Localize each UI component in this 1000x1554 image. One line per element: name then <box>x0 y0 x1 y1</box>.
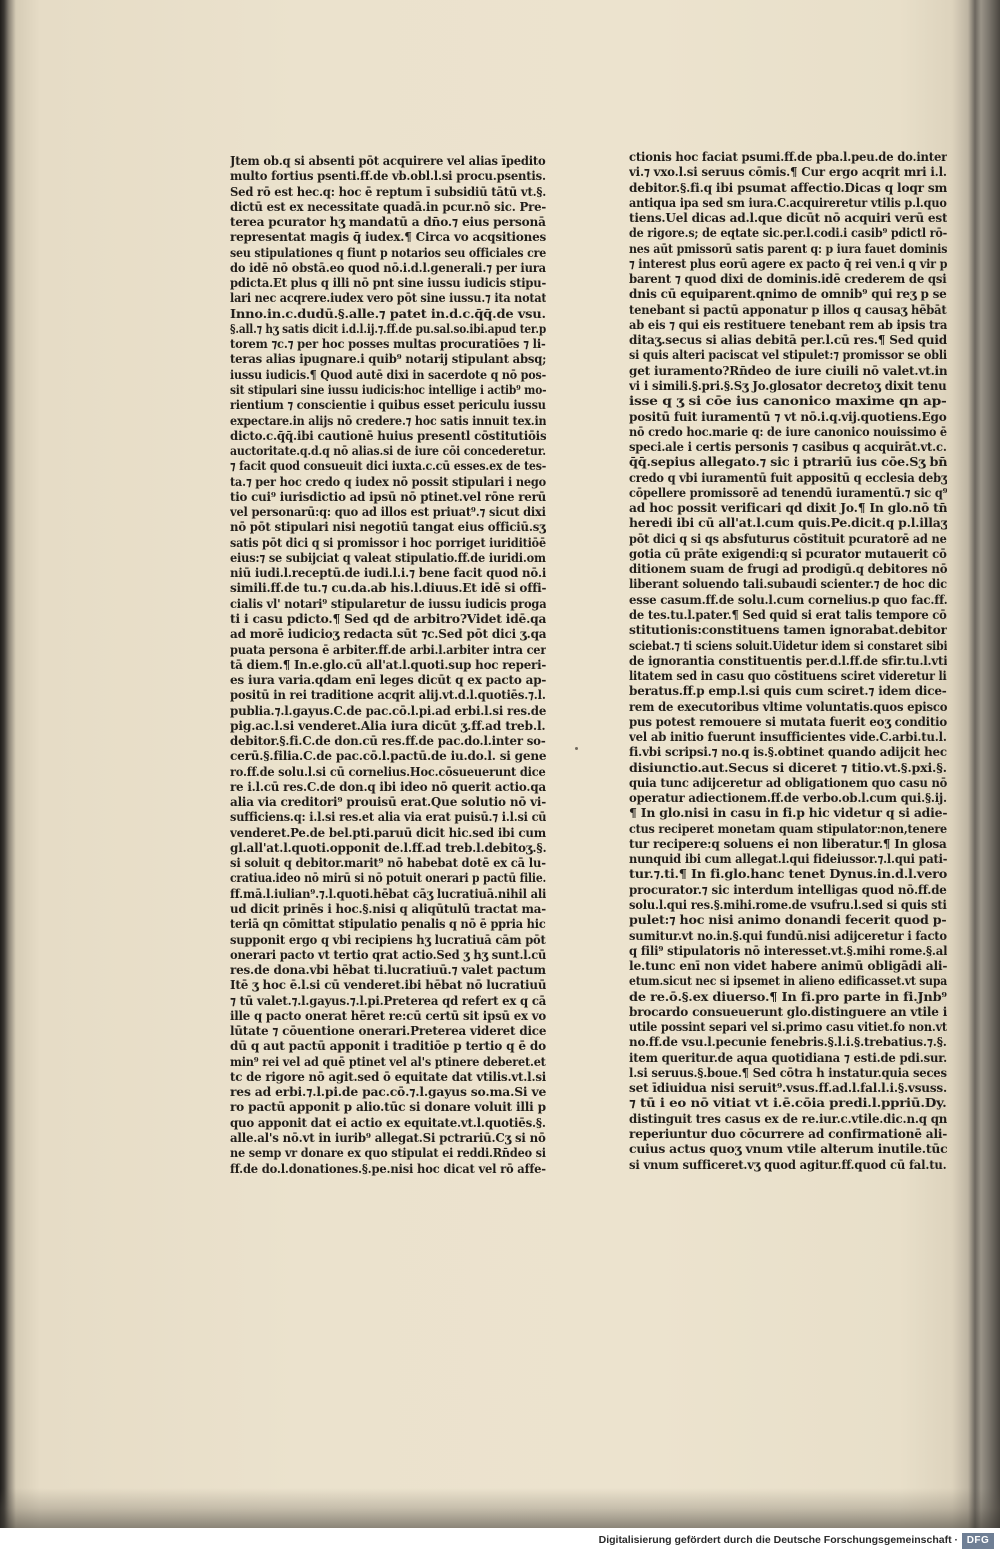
text-line: cratiua.ideo nō mirū si nō potuit onerari p pactū filie. <box>230 871 546 886</box>
text-line: ff.de do.l.donationes.§.pe.nisi hoc dicat vel rō affe- <box>230 1161 546 1176</box>
dfg-logo: DFG <box>962 1533 994 1549</box>
text-line: ille q pacto onerat hēret re:cū certū sit ipsū ex vo <box>230 1008 546 1023</box>
text-line: min⁹ rei vel ad quē ptinet vel al's ptinere deberet.et <box>230 1054 546 1069</box>
text-line: ti i casu pdicto.¶ Sed qd de arbitro?Videt idē.qa <box>230 611 546 626</box>
text-line: auctoritate.q.d.q nō alias.si de iure cōi concederetur. <box>230 444 546 459</box>
text-line: heredi ibi cū all'at.l.cum quis.Pe.dicit.q p.l.illaʒ <box>629 516 947 531</box>
text-line: de ignorantia constituentis per.d.l.ff.de sfir.tu.l.vti <box>629 653 947 668</box>
text-line: ff.mā.l.iulian⁹.⁊.l.quoti.hēbat cāʒ lucratiuā.nihil ali <box>230 886 546 901</box>
text-line: set īdiuidua nisi seruit⁹.vsus.ff.ad.l.fal.l.i.§.vsuss. <box>629 1081 947 1096</box>
text-line: pdicta.Et plus q illi nō pnt sine iussu iudicis stipu- <box>230 276 546 291</box>
text-line: litatem sed in casu quo cōstituens sciret videretur li <box>629 669 947 684</box>
text-line: isse q ʒ si cōe ius canonico maxime qn ap- <box>629 394 947 409</box>
text-line: pig.ac.l.si venderet.Alia iura dicūt ʒ.ff.ad treb.l. <box>230 718 546 733</box>
text-line: representat magis q̄ iudex.¶ Circa vo acqsitiones <box>230 230 546 245</box>
text-line: supponit ergo q vbi recipiens hʒ lucratiuā cām pōt <box>230 932 546 947</box>
text-line: stitutionis:constituens tamen ignorabat.debitor <box>629 623 947 638</box>
text-line: get iuramento?Rn̄deo de iure ciuili nō valet.vt.in <box>629 363 947 378</box>
text-line: q fili⁹ stipulatoris nō interesset.vt.§.mihi rome.§.al <box>629 943 947 958</box>
text-line: si vnum sufficeret.vʒ quod agitur.ff.quod cū fal.tu. <box>629 1157 947 1172</box>
text-line: dū q aut pactū apponit i traditiōe p tertio q ē do <box>230 1039 546 1054</box>
text-line: item queritur.de aqua quotidiana ⁊ esti.de pdi.sur. <box>629 1050 947 1065</box>
text-line: rem de executoribus vltime voluntatis.quos episco <box>629 699 947 714</box>
text-line: iussu iudicis.¶ Quod autē dixi in sacerdote q nō pos- <box>230 367 546 382</box>
text-line: pus potest remouere si mutata fuerit eoʒ conditio <box>629 714 947 729</box>
text-line: expectare.in alijs nō credere.⁊ hoc satis innuit tex.in <box>230 413 546 428</box>
text-line: tur.⁊.ti.¶ In fi.glo.hanc tenet Dynus.in.d.l.vero <box>629 867 947 882</box>
text-line: no.ff.de vsu.l.pecunie fenebris.§.l.i.§.trebatius.⁊.§. <box>629 1035 947 1050</box>
text-line: ditionem suam de frugi ad prodigū.q debitores nō <box>629 562 947 577</box>
text-line: q̄q̄.sepius allegato.⁊ sic i ptrariū ius cōe.Sʒ bn̄ <box>629 455 947 470</box>
text-line: de rigore.s; de eqtate sic.per.l.codi.i casib⁹ pdictl rō- <box>629 226 947 241</box>
text-line: tā diem.¶ In.e.glo.cū all'at.l.quoti.sup hoc reperi- <box>230 657 546 672</box>
text-line: l.si seruus.§.boue.¶ Sed cōtra h instatur.quia seces <box>629 1065 947 1080</box>
text-line: cialis vl' notari⁹ stipularetur de iussu iudicis proga <box>230 596 546 611</box>
text-line: seu stipulationes q fiunt p notarios seu officiales cre <box>230 245 546 260</box>
text-line: beratus.ff.p emp.l.si quis cum sciret.⁊ idem dice- <box>629 684 947 699</box>
text-line: debitor.§.fi.C.de don.cū res.ff.de pac.do.l.inter so- <box>230 734 546 749</box>
text-line: satis pōt dici q si promissor i hoc porriget iuriditiōē <box>230 535 546 550</box>
text-line: ud dicit prinēs i hoc.§.nisi q aliqūtulū tractat ma- <box>230 902 546 917</box>
text-line: re i.l.cū res.C.de don.q ibi ideo nō querit actio.qa <box>230 779 546 794</box>
text-line: distinguit tres casus ex de re.iur.c.vtile.dic.n.q qn <box>629 1111 947 1126</box>
text-line: ad morē iudicioʒ redacta sūt ⁊c.Sed pōt dici ʒ.qa <box>230 627 546 642</box>
text-line: lari nec acqrere.iudex vero pōt sine iussu.⁊ ita notat <box>230 291 546 306</box>
text-line: teras alias ipugnare.i quib⁹ notarij stipulant absq; <box>230 352 546 367</box>
text-line: ad hoc possit verificari qd dixit Jo.¶ In glo.nō tn̄ <box>629 501 947 516</box>
text-line: positū fuit iuramentū ⁊ vt nō.i.q.vij.quotiens.Ego <box>629 409 947 424</box>
ink-speck <box>575 747 578 750</box>
text-line: Jtem ob.q si absenti pōt acquirere vel alias īpedito <box>230 154 546 168</box>
text-line: credo q vbi iuramentū fuit appositū q ecclesia debʒ <box>629 470 947 485</box>
text-line: dnis cū equiparent.qnimo de omnib⁹ qui reʒ p se <box>629 287 947 302</box>
text-line: Itē ʒ hoc ē.l.si cū venderet.ibi hēbat nō lucratiuū <box>230 978 546 993</box>
text-line: le.tunc enī non videt habere animū obligādi ali- <box>629 959 947 974</box>
text-line: si soluit q debitor.marit⁹ nō habebat dotē ex cā lu- <box>230 856 546 871</box>
text-line: barent ⁊ quod dixi de dominis.idē crederem de qsi <box>629 272 947 287</box>
text-line: torem ⁊c.⁊ per hoc posses multas procuratiōes ⁊ li- <box>230 337 546 352</box>
text-line: ⁊ facit quod consueuit dici iuxta.c.cū esses.ex de tes- <box>230 459 546 474</box>
text-line: do idē nō obstā.eo quod nō.i.d.l.generali.⁊ per iura <box>230 260 546 275</box>
text-line: nunquid ibi cum allegat.l.qui fideiussor.⁊.l.qui pati- <box>629 852 947 867</box>
text-line: ⁊ tū valet.⁊.l.gayus.⁊.l.pi.Preterea qd refert ex q cā <box>230 993 546 1008</box>
right-text-column <box>629 150 947 1180</box>
text-line: ne semp vr donare ex quo stipulat ei reddi.Rn̄deo si <box>230 1146 546 1161</box>
text-line: ro pactū apponit p alio.tūc si donare voluit illi p <box>230 1100 546 1115</box>
text-line: puata persona ē arbiter.ff.de arbi.l.arbiter intra cer <box>230 642 546 657</box>
text-line: res.de dona.vbi hēbat ti.lucratiuū.⁊ valet pactum <box>230 963 546 978</box>
text-line: ta.⁊ per hoc credo q iudex nō possit stipulari i nego <box>230 474 546 489</box>
text-line: es iura varia.qdam enī leges dicūt q ex pacto ap- <box>230 673 546 688</box>
text-line: ditaʒ.secus si alias debitā per.l.cū res.¶ Sed quid <box>629 333 947 348</box>
text-line: speci.ale i certis personis ⁊ casibus q acquirāt.vt.c. <box>629 440 947 455</box>
text-line: niū iudi.l.receptū.de iudi.l.i.⁊ bene facit quod nō.i <box>230 566 546 581</box>
text-line: sufficiens.q: i.l.si res.et alia via erat puisū.⁊ i.l.si cū <box>230 810 546 825</box>
funding-text: Digitalisierung gefördert durch die Deutsche Forschungsgemeinschaft · <box>598 1534 958 1546</box>
text-line: tur recipere:q soluens ei non liberatur.¶ In glosa <box>629 836 947 851</box>
text-line: ctionis hoc faciat psumi.ff.de pba.l.peu.de do.inter <box>629 150 947 164</box>
text-line: onerari pacto vt tertio qrat actio.Sed ʒ hʒ sunt.l.cū <box>230 947 546 962</box>
text-line: Sed rō est hec.q: hoc ē reptum ī subsidiū tātū vt.§. <box>230 184 546 199</box>
text-line: positū in rei traditione acqrit alij.vt.d.l.quotiēs.⁊.l. <box>230 688 546 703</box>
text-line: operatur adiectionem.ff.de verbo.ob.l.cum qui.§.ij. <box>629 791 947 806</box>
text-line: teriā qn cōmittat stipulatio penalis q nō ē ppria hic <box>230 917 546 932</box>
text-line: cuius actus quoʒ vnum vtile alterum inutile.tūc <box>629 1142 947 1157</box>
text-line: terea pcurator hʒ mandatū a dn̄o.⁊ eius personā <box>230 215 546 230</box>
text-line: liberant soluendo tali.subaudi scienter.⁊ de hoc dic <box>629 577 947 592</box>
text-line: dicto.c.q̄q̄.ibi cautionē huius presentl cōstitutiōis <box>230 428 546 443</box>
text-line: Inno.in.c.dudū.§.alle.⁊ patet in.d.c.q̄q̄.de vsu. <box>230 306 546 321</box>
text-line: sciebat.⁊ ti sciens soluit.Uidetur idem si constaret sibi <box>629 638 947 653</box>
text-line: vel ab initio fuerunt insufficientes vide.C.arbi.tu.l. <box>629 730 947 745</box>
text-line: esse casum.ff.de solu.l.cum cornelius.p quo fac.ff. <box>629 592 947 607</box>
text-line: alia via creditori⁹ prouisū erat.Que solutio nō vi- <box>230 795 546 810</box>
text-line: ab eis ⁊ qui eis restituere tenebant rem ab ipsis tra <box>629 317 947 332</box>
text-line: cōpellere promissorē ad tenendū iuramentū.⁊ sic q⁹ <box>629 485 947 500</box>
text-line: de tes.tu.l.pater.¶ Sed quid si erat talis tempore cō <box>629 607 947 622</box>
text-line: solu.l.qui res.§.mihi.rome.de vsufru.l.sed si quis sti <box>629 898 947 913</box>
text-line: venderet.Pe.de bel.pti.paruū dicit hic.sed ibi cum <box>230 825 546 840</box>
text-line: tenebant si pactū apponatur p illos q causaʒ hēbāt <box>629 302 947 317</box>
text-line: nō pōt stipulari nisi negotiū tangat eius officiū.sʒ <box>230 520 546 535</box>
text-line: tiens.Uel dicas ad.l.que dicūt nō acquiri verū est <box>629 211 947 226</box>
text-line: nes aūt pmissorū satis parent q: p iura fauet dominis <box>629 241 947 256</box>
text-line: disiunctio.aut.Secus si diceret ⁊ titio.vt.§.pxi.§. <box>629 760 947 775</box>
text-line: publia.⁊.l.gayus.C.de pac.cō.l.pi.ad erbi.l.si res.de <box>230 703 546 718</box>
text-line: pulet:⁊ hoc nisi animo donandi fecerit quod p- <box>629 913 947 928</box>
text-line: dictū est ex necessitate quadā.in pcur.nō sic. Pre- <box>230 199 546 214</box>
text-line: nō credo hoc.marie q: de iure canonico nouissimo ē <box>629 424 947 439</box>
funding-footer <box>0 1528 1000 1554</box>
text-line: simili.ff.de tu.⁊ cu.da.ab his.l.diuus.Et idē si offi- <box>230 581 546 596</box>
text-line: si quis alteri paciscat vel stipulet:⁊ promissor se obli <box>629 348 947 363</box>
text-line: etum.sicut nec si ipsemet in alieno edificasset.vt supa <box>629 974 947 989</box>
text-line: debitor.§.fi.q ibi psumat affectio.Dicas q loqr sm <box>629 180 947 195</box>
text-line: quo apponit dat ei actio ex equitate.vt.l.quotiēs.§. <box>230 1115 546 1130</box>
text-line: vi.⁊ vxo.l.si seruus cōmis.¶ Cur ergo acqrit mri i.l. <box>629 165 947 180</box>
text-line: ro.ff.de solu.l.si cū cornelius.Hoc.cōsueuerunt dice <box>230 764 546 779</box>
text-line: lūtate ⁊ cōuentione onerari.Preterea videret dice <box>230 1024 546 1039</box>
text-line: reperiuntur duo cōcurrere ad confirmationē ali- <box>629 1127 947 1141</box>
text-line: utile possint separi vel si.primo casu vitiet.fo non.vt <box>629 1020 947 1035</box>
text-line: antiqua ipa sed sm iura.C.acquireretur vtilis p.l.quo <box>629 195 947 210</box>
text-line: gl.all'at.l.quoti.opponit de.l.ff.ad treb.l.debitoʒ.§. <box>230 840 546 855</box>
text-line: brocardo consueuerunt glo.distinguere an vtile i <box>629 1004 947 1019</box>
text-line: multo fortius psenti.ff.de vb.obl.l.si procu.psentis. <box>230 169 546 184</box>
text-line: res ad erbi.⁊.l.pi.de pac.cō.⁊.l.gayus so.ma.Si ve <box>230 1085 546 1100</box>
text-line: sumitur.vt no.in.§.qui fundū.nisi adijceretur i facto <box>629 928 947 943</box>
text-line: ⁊ tū i eo nō vitiat vt i.ē.cōia predi.l.ppriū.Dy. <box>629 1096 947 1111</box>
text-line: §.all.⁊ hʒ satis dicit i.d.l.ij.⁊.ff.de pu.sal.so.ibi.apud ter.p <box>230 321 546 336</box>
text-line: ⁊ interest plus eorū agere ex pacto q̄ rei ven.i q vir p <box>629 256 947 271</box>
text-line: tc de rigore nō agit.sed ō equitate dat vtilis.vt.l.si <box>230 1069 546 1084</box>
text-line: gotia cū prāte exigendi:q si pcurator mutauerit cō <box>629 546 947 561</box>
text-line: quia tunc adijceretur ad obligationem quo casu nō <box>629 775 947 790</box>
text-line: procurator.⁊ sic interdum intelligas quod nō.ff.de <box>629 882 947 897</box>
text-line: sit stipulari sine iussu iudicis:hoc intellige i actib⁹ mo- <box>230 382 546 397</box>
text-line: alle.al's nō.vt in iurib⁹ allegat.Si pctrariū.Cʒ si nō <box>230 1131 546 1145</box>
text-line: cerū.§.filia.C.de pac.cō.l.pactū.de iu.do.l. si gene <box>230 749 546 764</box>
text-line: fi.vbi scripsi.⁊ no.q is.§.obtinet quando adijcit hec <box>629 745 947 760</box>
text-line: ctus reciperet monetam quam stipulator:non,tenere <box>629 821 947 836</box>
text-line: rientium ⁊ conscientie i quibus esset periculu iussu <box>230 398 546 413</box>
text-line: ¶ In glo.nisi in casu in fi.p hic videtur q si adie- <box>629 806 947 821</box>
text-line: vel personarū:q: quo ad illos est priuat⁹.⁊ sicut dixi <box>230 505 546 520</box>
text-line: eius:⁊ se subijciat q valeat stipulatio.ff.de iuridi.om <box>230 550 546 565</box>
text-line: de re.ō.§.ex diuerso.¶ In fi.pro parte in fi.Jnb⁹ <box>629 989 947 1004</box>
text-line: tio cui⁹ iurisdictio ad ipsū nō ptinet.vel rōne rerū <box>230 489 546 504</box>
text-line: pōt dici q si qs absfuturus cōstituit pcuratorē ad ne <box>629 531 947 546</box>
text-line: vi i simili.§.pri.§.Sʒ Jo.glosator decretoʒ dixit tenu <box>629 378 947 393</box>
left-text-column <box>230 154 546 1184</box>
